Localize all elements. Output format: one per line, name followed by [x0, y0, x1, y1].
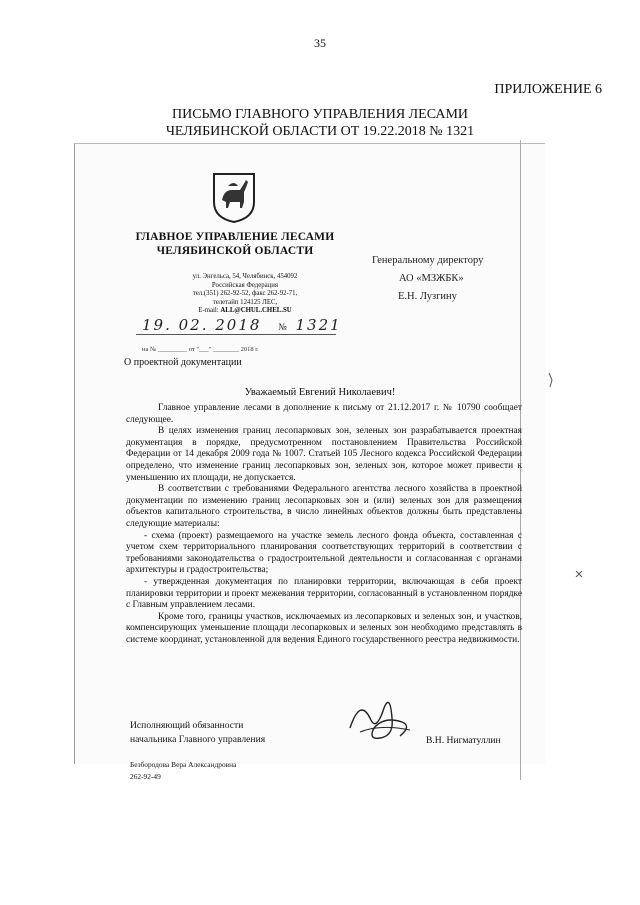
title-line-2: ЧЕЛЯБИНСКОЙ ОБЛАСТИ ОТ 19.22.2018 № 1321 [165, 124, 475, 139]
scan-mark-icon [548, 372, 554, 388]
recipient-block [372, 252, 483, 306]
salutation: Уважаемый Евгений Николаевич! [244, 387, 396, 398]
organization-header [110, 230, 360, 258]
date-underline [136, 334, 336, 335]
scan-mark-icon [575, 570, 583, 578]
signer-title-line-1: Исполняющий обязанности [130, 720, 244, 731]
email-label: E-mail: [198, 307, 219, 315]
appendix-label: ПРИЛОЖЕНИЕ 6 [494, 82, 602, 97]
email-line [150, 307, 340, 316]
paragraph: В целях изменения границ лесопарковых зон, зеленых зон разрабатывается проектная документация в порядке, предусмотренном постановлением Правительства Российской Федерации от 14 декабря 2009 года № 1007. Статьей 105 Лесного кодекса Российской Федерации определено, что изменение границ лесопарковых зон, зеленых зон, которое может привести к уменьшению их площади, не допускается. [126, 426, 522, 483]
executor-info [130, 759, 236, 783]
recipient-line: Генеральному директору [372, 255, 484, 266]
title-line-1: ПИСЬМО ГЛАВНОГО УПРАВЛЕНИЯ ЛЕСАМИ [171, 107, 469, 122]
list-item: - схема (проект) размещаемого на участке земель лесного фонда объекта, составленная с учетом схем территориального планирования соответствующих территорий в соответствии с требованиями законодательства о градостроительной деятельности и согласованная с органами архитектуры и градостроительства; [126, 530, 522, 576]
address-line: ул. Энгельса, 54, Челябинск, 454092 [192, 273, 298, 280]
recipient-line: АО «МЗЖБК» [399, 273, 464, 284]
paragraph: Главное управление лесами в дополнение к письму от 21.12.2017 г. № 10790 сообщает следующее. [126, 403, 522, 425]
document-title [0, 106, 640, 140]
handwritten-number: 1321 [295, 316, 342, 334]
letter-subject: О проектной документации [124, 357, 242, 368]
paragraph: В соответствии с требованиями Федерального агентства лесного хозяйства в проектной документации по изменению границ лесопарковых зон и (или) зеленых зон для размещения объектов капитального строительства, в число линейных объектов должны быть представлены следующие материалы: [126, 484, 522, 529]
email-address: ALL@CHUL.CHEL.SU [220, 307, 292, 315]
signer-title-line-2: начальника Главного управления [130, 734, 266, 745]
handwritten-date: 19. 02. 2018 [142, 316, 262, 334]
paragraph: Кроме того, границы участков, исключаемых из лесопарковых и зеленых зон, и участков, компенсирующих уменьшение площади лесопарковых и зеленых зон необходимо представлять в системе координат, установленной для ведения Единого государственного реестра недвижимости. [126, 611, 522, 645]
executor-phone: 262-92-49 [130, 772, 161, 781]
signer-name: В.Н. Нигматуллин [426, 735, 501, 746]
address-line: Российская Федерация [211, 281, 279, 289]
signer-title [130, 719, 265, 747]
org-line-2: ЧЕЛЯБИНСКОЙ ОБЛАСТИ [156, 245, 314, 257]
page-number: 35 [314, 36, 326, 50]
address-line: телетайп 124125 ЛЕС, [212, 298, 278, 306]
executor-name: Безбородова Вера Александровна [130, 760, 237, 769]
letter-body [126, 403, 522, 646]
recipient-line: Е.Н. Лузгину [398, 291, 457, 302]
org-line-1: ГЛАВНОЕ УПРАВЛЕНИЕ ЛЕСАМИ [135, 231, 335, 243]
handwritten-signature-icon [340, 688, 420, 748]
reference-line: на № _________ от "___" ________ 2018 г. [142, 346, 259, 353]
list-item: - утвержденная документация по планировки территории, включающая в себя проект планировки территории и проект межевания территории, согласованный в установленном порядке с Главным управлением лесами. [126, 576, 522, 611]
number-sign: № [278, 323, 289, 333]
handwritten-date-number [142, 316, 342, 334]
organization-address [150, 273, 340, 316]
chelyabinsk-coat-of-arms-icon [210, 168, 258, 224]
address-line: тел.(351) 262-92-52, факс 262-92-71, [192, 290, 298, 298]
